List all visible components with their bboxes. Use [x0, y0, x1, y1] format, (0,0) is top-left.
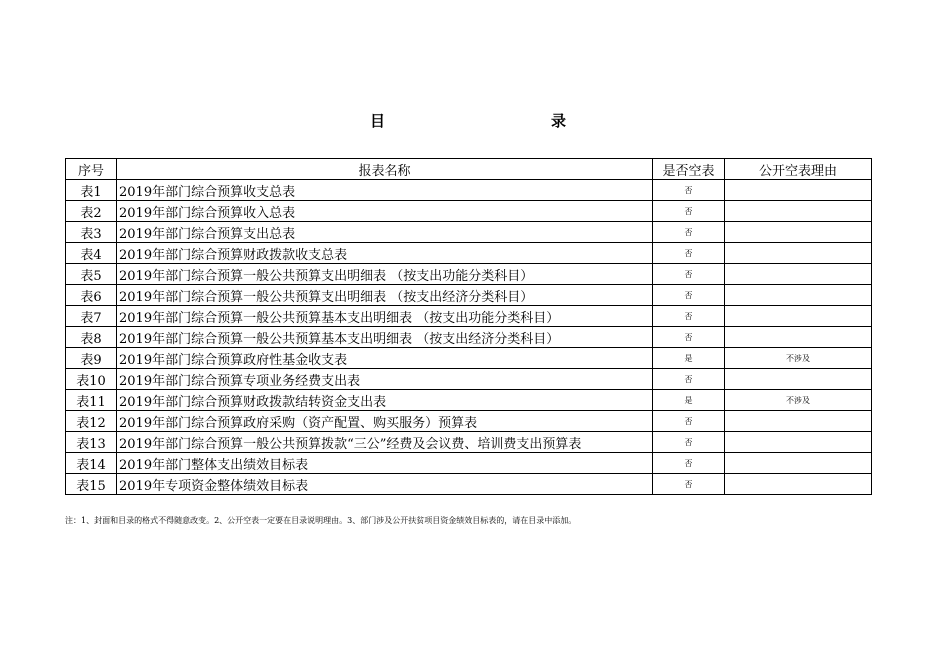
report-name: 2019年部门综合预算收支总表 — [117, 180, 653, 201]
table-row — [66, 222, 872, 243]
toc-table — [65, 158, 872, 495]
is-empty-flag: 否 — [653, 243, 725, 264]
empty-reason — [725, 453, 872, 474]
header-name: 报表名称 — [117, 159, 653, 180]
header-row — [66, 159, 872, 180]
empty-reason — [725, 306, 872, 327]
report-name: 2019年部门综合预算一般公共预算支出明细表 （按支出经济分类科目） — [117, 285, 653, 306]
row-number: 表1 — [66, 180, 117, 201]
is-empty-flag: 是 — [653, 390, 725, 411]
row-number: 表12 — [66, 411, 117, 432]
row-number: 表2 — [66, 201, 117, 222]
header-empty: 是否空表 — [653, 159, 725, 180]
report-name: 2019年部门综合预算一般公共预算基本支出明细表 （按支出功能分类科目） — [117, 306, 653, 327]
row-number: 表13 — [66, 432, 117, 453]
empty-reason — [725, 369, 872, 390]
is-empty-flag: 否 — [653, 474, 725, 495]
row-number: 表10 — [66, 369, 117, 390]
report-name: 2019年部门综合预算一般公共预算基本支出明细表 （按支出经济分类科目） — [117, 327, 653, 348]
page-title — [0, 110, 936, 132]
row-number: 表3 — [66, 222, 117, 243]
report-name: 2019年部门综合预算一般公共预算支出明细表 （按支出功能分类科目） — [117, 264, 653, 285]
empty-reason — [725, 201, 872, 222]
empty-reason — [725, 243, 872, 264]
empty-reason — [725, 474, 872, 495]
report-name: 2019年部门综合预算一般公共预算拨款“三公”经费及会议费、培训费支出预算表 — [117, 432, 653, 453]
row-number: 表7 — [66, 306, 117, 327]
row-number: 表15 — [66, 474, 117, 495]
empty-reason: 不涉及 — [725, 348, 872, 369]
table-row — [66, 369, 872, 390]
is-empty-flag: 是 — [653, 348, 725, 369]
empty-reason — [725, 180, 872, 201]
table-row — [66, 327, 872, 348]
header-no: 序号 — [66, 159, 117, 180]
is-empty-flag: 否 — [653, 264, 725, 285]
table-row — [66, 348, 872, 369]
is-empty-flag: 否 — [653, 180, 725, 201]
table-row — [66, 453, 872, 474]
title-part-1: 目 — [370, 112, 386, 130]
report-name: 2019年部门综合预算政府采购（资产配置、购买服务）预算表 — [117, 411, 653, 432]
toc-body — [66, 180, 872, 495]
table-row — [66, 390, 872, 411]
empty-reason — [725, 222, 872, 243]
row-number: 表5 — [66, 264, 117, 285]
empty-reason — [725, 432, 872, 453]
table-row — [66, 306, 872, 327]
report-name: 2019年部门综合预算财政拨款结转资金支出表 — [117, 390, 653, 411]
is-empty-flag: 否 — [653, 222, 725, 243]
is-empty-flag: 否 — [653, 285, 725, 306]
row-number: 表11 — [66, 390, 117, 411]
report-name: 2019年部门综合预算收入总表 — [117, 201, 653, 222]
is-empty-flag: 否 — [653, 201, 725, 222]
row-number: 表14 — [66, 453, 117, 474]
empty-reason — [725, 411, 872, 432]
table-row — [66, 201, 872, 222]
row-number: 表8 — [66, 327, 117, 348]
report-name: 2019年部门综合预算专项业务经费支出表 — [117, 369, 653, 390]
is-empty-flag: 否 — [653, 306, 725, 327]
empty-reason — [725, 285, 872, 306]
report-name: 2019年部门综合预算财政拨款收支总表 — [117, 243, 653, 264]
table-row — [66, 474, 872, 495]
table-row — [66, 285, 872, 306]
title-part-2: 录 — [551, 112, 567, 130]
is-empty-flag: 否 — [653, 327, 725, 348]
is-empty-flag: 否 — [653, 369, 725, 390]
header-reason: 公开空表理由 — [725, 159, 872, 180]
row-number: 表6 — [66, 285, 117, 306]
row-number: 表9 — [66, 348, 117, 369]
empty-reason: 不涉及 — [725, 390, 872, 411]
table-row — [66, 243, 872, 264]
table-row — [66, 432, 872, 453]
footnote: 注：1、封面和目录的格式不得随意改变。2、公开空表一定要在目录说明理由。3、部门涉及公开扶贫项目资金绩效目标表的，请在目录中添加。 — [65, 516, 577, 525]
report-name: 2019年部门综合预算支出总表 — [117, 222, 653, 243]
table-row — [66, 264, 872, 285]
is-empty-flag: 否 — [653, 453, 725, 474]
is-empty-flag: 否 — [653, 411, 725, 432]
row-number: 表4 — [66, 243, 117, 264]
table-row — [66, 411, 872, 432]
is-empty-flag: 否 — [653, 432, 725, 453]
table-row — [66, 180, 872, 201]
empty-reason — [725, 264, 872, 285]
report-name: 2019年专项资金整体绩效目标表 — [117, 474, 653, 495]
report-name: 2019年部门综合预算政府性基金收支表 — [117, 348, 653, 369]
empty-reason — [725, 327, 872, 348]
report-name: 2019年部门整体支出绩效目标表 — [117, 453, 653, 474]
